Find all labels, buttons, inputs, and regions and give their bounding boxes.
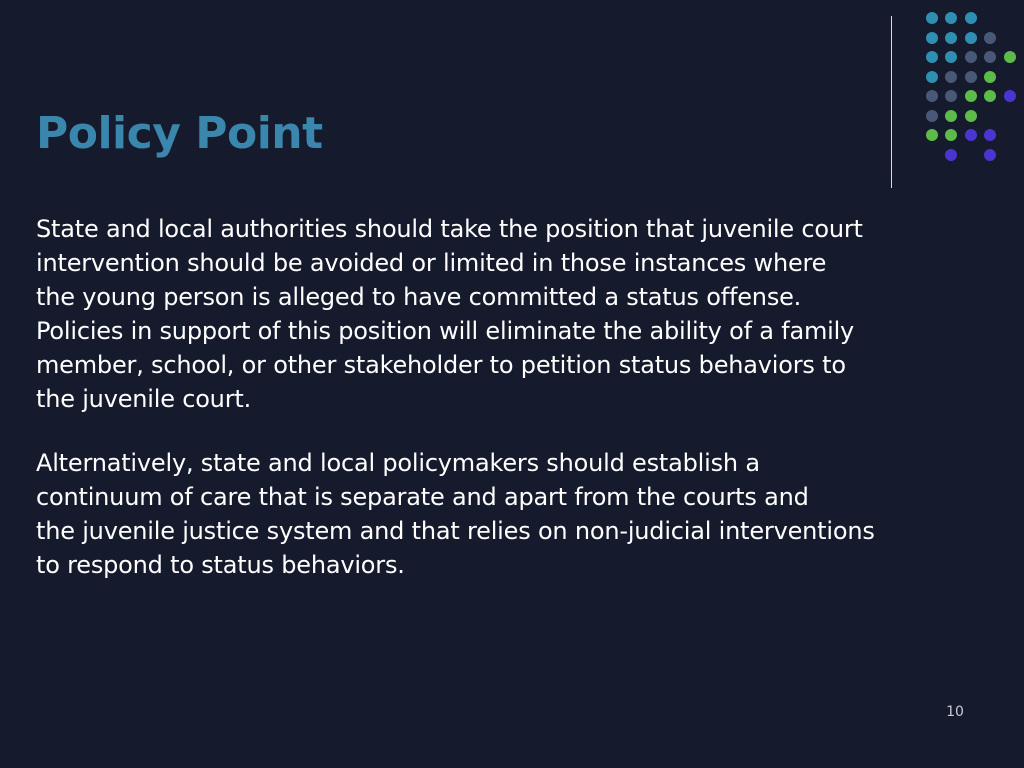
slide-title: Policy Point <box>36 108 323 159</box>
decorative-dot <box>926 129 938 141</box>
decorative-dot <box>945 129 957 141</box>
decorative-dot <box>965 51 977 63</box>
vertical-divider <box>891 16 892 188</box>
decorative-dot <box>926 51 938 63</box>
decorative-dot <box>945 90 957 102</box>
decorative-dot <box>945 51 957 63</box>
decorative-dot <box>965 90 977 102</box>
page-number: 10 <box>946 704 964 720</box>
decorative-dot <box>965 129 977 141</box>
decorative-dot <box>984 90 996 102</box>
decorative-dot <box>926 12 938 24</box>
decorative-dot <box>984 32 996 44</box>
decorative-dot <box>1004 90 1016 102</box>
decorative-dot <box>1004 51 1016 63</box>
slide-body <box>36 212 996 612</box>
decorative-dot <box>945 12 957 24</box>
body-paragraph-1: State and local authorities should take the position that juvenile court intervention should be avoided or limited in those instances where the young person is alleged to have committed a status offense. Policies in support of this position will eliminate the ability of a family member, school, or other stakeholder to petition status behaviors to the juvenile court. <box>36 215 863 413</box>
decorative-dot <box>945 110 957 122</box>
decorative-dot <box>965 12 977 24</box>
decorative-dot <box>984 51 996 63</box>
decorative-dot <box>945 149 957 161</box>
decorative-dot <box>965 110 977 122</box>
decorative-dot <box>984 129 996 141</box>
decorative-dot <box>926 90 938 102</box>
decorative-dot <box>945 32 957 44</box>
decorative-dot <box>965 32 977 44</box>
decorative-dot <box>926 110 938 122</box>
decorative-dot <box>984 71 996 83</box>
dot-grid-decoration <box>906 12 1016 172</box>
body-paragraph-2: Alternatively, state and local policymakers should establish a continuum of care that is separate and apart from the courts and the juvenile justice system and that relies on non-judicial interventions to respond to status behaviors. <box>36 449 875 579</box>
decorative-dot <box>926 32 938 44</box>
decorative-dot <box>926 71 938 83</box>
decorative-dot <box>984 149 996 161</box>
decorative-dot <box>965 71 977 83</box>
decorative-dot <box>945 71 957 83</box>
